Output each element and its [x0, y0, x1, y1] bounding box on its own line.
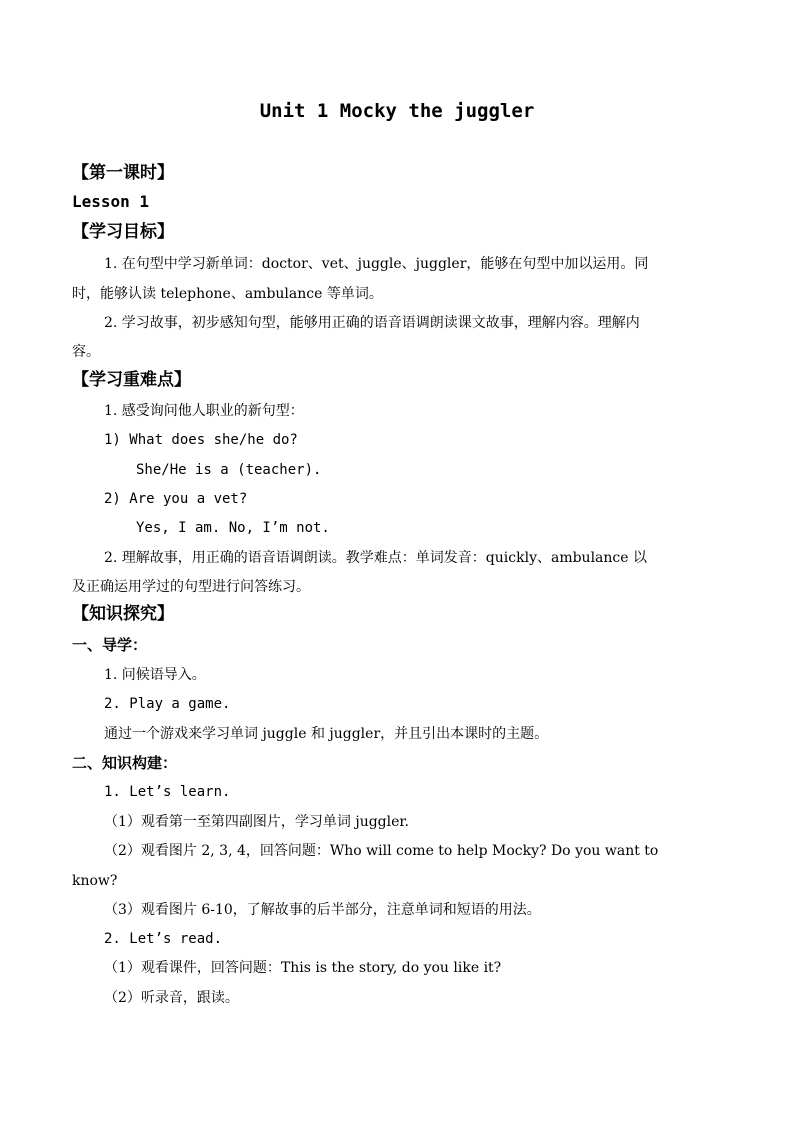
section-2-item-1-a: （1）观看第一至第四副图片，学习单词 juggler. [104, 814, 410, 830]
heading-keypoints: 【学习重难点】 [72, 370, 191, 390]
section-2-item-2: 2. Let’s read. [104, 931, 223, 947]
section-1-heading: 一、导学： [72, 636, 148, 654]
section-2-item-1-c: （3）观看图片 6-10，了解故事的后半部分，注意单词和短语的用法。 [104, 902, 541, 918]
section-1-item-2: 2. Play a game. [104, 696, 231, 712]
lesson-label: Lesson 1 [72, 192, 150, 211]
heading-period: 【第一课时】 [72, 163, 174, 183]
keypoint-2-line-2: 及正确运用学过的句型进行问答练习。 [72, 579, 310, 595]
document-title: Unit 1 Mocky the juggler [259, 100, 535, 122]
section-2-heading: 二、知识构建： [72, 754, 178, 772]
keypoint-1-question-2: 2) Are you a vet? [104, 491, 248, 507]
heading-goals: 【学习目标】 [72, 222, 174, 242]
keypoint-1-answer-2: Yes, I am. No, I’m not. [136, 520, 330, 536]
section-2-item-1-b-line-1: （2）观看图片 2, 3, 4，回答问题：Who will come to help Mocky? Do you want to [104, 843, 659, 859]
section-1-item-1: 1. 问候语导入。 [104, 667, 206, 683]
section-1-note: 通过一个游戏来学习单词 juggle 和 juggler，并且引出本课时的主题。 [104, 726, 549, 742]
goal-2-line-2: 容。 [72, 344, 100, 360]
goal-1-line-1: 1. 在句型中学习新单词：doctor、vet、juggle、juggler，能够在句型中加以运用。同 [104, 256, 649, 272]
section-2-item-2-a: （1）观看课件，回答问题：This is the story, do you like it? [104, 960, 502, 976]
keypoint-1-question-1: 1) What does she/he do? [104, 432, 298, 448]
goal-1-line-2: 时，能够认读 telephone、ambulance 等单词。 [72, 286, 383, 302]
section-2-item-2-b: （2）听录音，跟读。 [104, 990, 239, 1006]
heading-explore: 【知识探究】 [72, 604, 174, 624]
keypoint-1: 1. 感受询问他人职业的新句型： [104, 403, 304, 419]
goal-2-line-1: 2. 学习故事，初步感知句型，能够用正确的语音语调朗读课文故事，理解内容。理解内 [104, 315, 640, 331]
keypoint-1-answer-1: She/He is a (teacher). [136, 462, 322, 478]
keypoint-2-line-1: 2. 理解故事，用正确的语音语调朗读。教学难点：单词发音：quickly、ambulance 以 [104, 550, 647, 566]
section-2-item-1-b-line-2: know? [72, 873, 118, 889]
section-2-item-1: 1. Let’s learn. [104, 784, 231, 800]
